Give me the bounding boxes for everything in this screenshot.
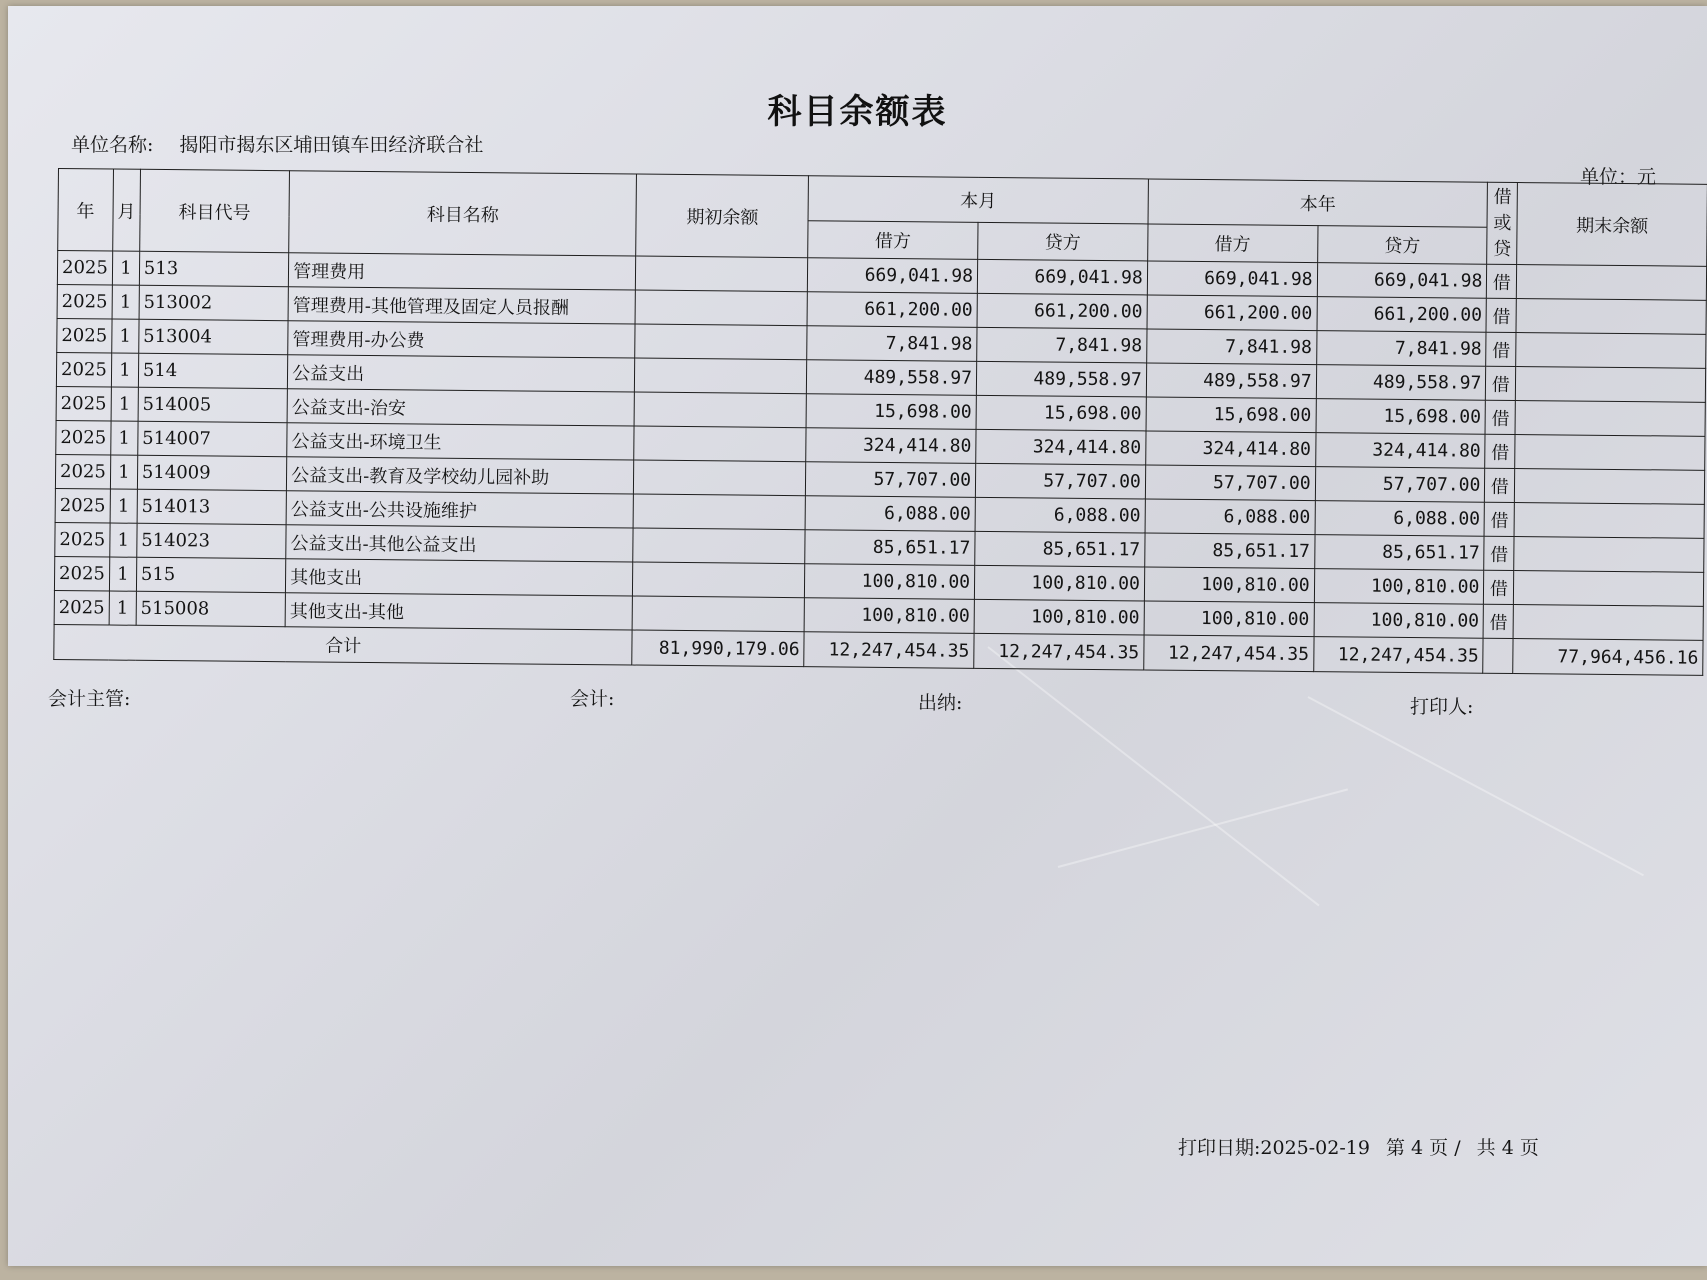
- cell-closing: [1513, 604, 1703, 640]
- cell-month: 1: [111, 353, 138, 387]
- cell-year-debit: 85,651.17: [1145, 533, 1315, 569]
- cell-dc: 借: [1485, 434, 1515, 468]
- cell-dc: 借: [1485, 400, 1515, 434]
- cell-name: 管理费用: [288, 253, 636, 290]
- cell-dc: 借: [1486, 366, 1516, 400]
- cell-name: 其他支出-其他: [285, 593, 633, 630]
- balance-table: [53, 168, 1707, 676]
- cell-month-debit: 661,200.00: [807, 292, 977, 328]
- cell-dc: 借: [1485, 468, 1515, 502]
- cell-year-credit: 100,810.00: [1314, 603, 1484, 639]
- total-month-credit: 12,247,454.35: [974, 633, 1144, 670]
- cell-closing: [1516, 299, 1706, 335]
- cell-name: 管理费用-其他管理及固定人员报酬: [288, 287, 636, 324]
- cell-month-debit: 489,558.97: [807, 360, 977, 396]
- header-dc-line1: 借: [1493, 186, 1512, 208]
- cell-month-credit: 15,698.00: [976, 395, 1146, 431]
- cell-month-debit: 6,088.00: [805, 496, 975, 532]
- cell-year-debit: 489,558.97: [1146, 363, 1316, 399]
- total-year-credit: 12,247,454.35: [1313, 637, 1483, 674]
- cell-closing: [1515, 468, 1705, 504]
- total-year-debit: 12,247,454.35: [1144, 635, 1314, 672]
- unit-name-value: 揭阳市揭东区埔田镇车田经济联合社: [179, 134, 484, 156]
- cell-year-credit: 100,810.00: [1314, 569, 1484, 605]
- cell-dc: 借: [1484, 502, 1514, 536]
- cell-year-credit: 57,707.00: [1315, 467, 1485, 503]
- cell-name: 管理费用-办公费: [288, 321, 636, 358]
- cell-closing: [1516, 333, 1706, 369]
- page-title: 科目余额表: [767, 92, 948, 132]
- total-label: 合计: [54, 624, 633, 665]
- total-pages: 共 4 页: [1476, 1137, 1539, 1159]
- cell-opening: [633, 596, 805, 632]
- cell-month: 1: [112, 319, 139, 353]
- cell-year-debit: 6,088.00: [1145, 499, 1315, 535]
- cell-code: 513004: [139, 319, 289, 354]
- cell-name: 公益支出-治安: [287, 389, 635, 426]
- cell-opening: [635, 324, 807, 360]
- cell-year: 2025: [56, 352, 111, 387]
- print-date: 打印日期:2025-02-19: [1178, 1137, 1370, 1159]
- cell-year-debit: 15,698.00: [1146, 397, 1316, 433]
- cell-name: 公益支出-公共设施维护: [286, 491, 634, 528]
- cell-code: 514013: [137, 489, 287, 524]
- cell-code: 514: [138, 353, 288, 388]
- cell-year: 2025: [57, 251, 112, 286]
- header-dc-line2: 或: [1493, 212, 1512, 234]
- header-this-month: 本月: [808, 176, 1148, 224]
- cell-name: 其他支出: [286, 559, 634, 596]
- cell-dc: 借: [1484, 570, 1514, 604]
- supervisor-label: 会计主管:: [48, 688, 131, 710]
- cell-month: 1: [111, 387, 138, 421]
- header-this-year: 本年: [1148, 179, 1488, 227]
- cell-month-debit: 85,651.17: [805, 530, 975, 566]
- cell-code: 513002: [139, 285, 289, 320]
- cell-year: 2025: [54, 590, 109, 625]
- header-month-credit: 贷方: [978, 222, 1148, 261]
- cell-opening: [633, 528, 805, 564]
- header-month: 月: [113, 169, 141, 251]
- total-month-debit: 12,247,454.35: [804, 632, 974, 669]
- cell-month: 1: [109, 557, 136, 591]
- cell-year-credit: 324,414.80: [1315, 433, 1485, 469]
- cell-month-debit: 669,041.98: [808, 258, 978, 294]
- cell-closing: [1514, 502, 1704, 538]
- cell-month-debit: 324,414.80: [806, 428, 976, 464]
- paper-sheet: [8, 6, 1707, 1266]
- cell-year-debit: 669,041.98: [1147, 261, 1317, 297]
- cell-year: 2025: [55, 488, 110, 523]
- cell-year-debit: 57,707.00: [1145, 465, 1315, 501]
- cell-name: 公益支出-其他公益支出: [286, 525, 634, 562]
- cell-month: 1: [112, 285, 139, 319]
- cell-month-credit: 100,810.00: [974, 599, 1144, 635]
- cell-code: 515: [136, 557, 286, 592]
- cell-year-credit: 85,651.17: [1314, 535, 1484, 571]
- cell-month: 1: [111, 421, 138, 455]
- cell-month-credit: 489,558.97: [976, 361, 1146, 397]
- cell-dc: 借: [1483, 604, 1513, 638]
- cell-name: 公益支出-环境卫生: [287, 423, 635, 460]
- cell-opening: [634, 426, 806, 462]
- cell-month: 1: [110, 489, 137, 523]
- cell-year-credit: 15,698.00: [1316, 399, 1486, 435]
- cell-year: 2025: [57, 284, 112, 319]
- cell-code: 514023: [137, 523, 287, 558]
- cell-month: 1: [110, 455, 137, 489]
- cell-code: 514005: [138, 387, 288, 422]
- header-year-credit: 贷方: [1317, 226, 1487, 265]
- header-year-debit: 借方: [1147, 224, 1317, 263]
- cell-month: 1: [109, 591, 136, 625]
- table-header: [58, 169, 1707, 267]
- cell-opening: [635, 290, 807, 326]
- header-opening: 期初余额: [636, 174, 809, 258]
- cell-year: 2025: [57, 318, 112, 353]
- cell-month-credit: 661,200.00: [977, 293, 1147, 329]
- header-code: 科目代号: [140, 169, 290, 252]
- cell-opening: [635, 392, 807, 428]
- cell-dc: 借: [1484, 536, 1514, 570]
- currency-unit: 单位：元: [1580, 166, 1657, 188]
- cell-month-debit: 15,698.00: [806, 394, 976, 430]
- cell-month-credit: 57,707.00: [975, 463, 1145, 499]
- cell-name: 公益支出: [288, 355, 636, 392]
- cell-year: 2025: [54, 556, 109, 591]
- printer-label: 打印人:: [1410, 696, 1474, 718]
- cell-opening: [634, 494, 806, 530]
- cell-code: 513: [139, 251, 289, 286]
- cell-code: 515008: [136, 591, 286, 626]
- cell-dc: 借: [1487, 264, 1517, 298]
- cell-opening: [636, 256, 808, 292]
- total-closing: 77,964,456.16: [1513, 638, 1703, 675]
- unit-name-label: 单位名称:: [71, 134, 154, 156]
- unit-name: [71, 130, 509, 157]
- cell-month-credit: 6,088.00: [975, 497, 1145, 533]
- page-footer: [1178, 1133, 1549, 1160]
- cell-month-debit: 57,707.00: [806, 462, 976, 498]
- cell-closing: [1514, 536, 1704, 572]
- cell-year-credit: 6,088.00: [1315, 501, 1485, 537]
- cashier-label: 出纳:: [918, 692, 963, 714]
- total-dc: [1483, 638, 1513, 673]
- cell-month-credit: 324,414.80: [976, 429, 1146, 465]
- cell-year: 2025: [56, 386, 111, 421]
- cell-year-credit: 489,558.97: [1316, 365, 1486, 401]
- cell-closing: [1514, 570, 1704, 606]
- cell-opening: [633, 562, 805, 598]
- cell-month-debit: 100,810.00: [805, 564, 975, 600]
- cell-closing: [1515, 435, 1705, 471]
- total-opening: 81,990,179.06: [632, 630, 804, 667]
- cell-year-debit: 661,200.00: [1147, 295, 1317, 331]
- accountant-label: 会计:: [570, 688, 615, 710]
- cell-dc: 借: [1486, 298, 1516, 332]
- cell-name: 公益支出-教育及学校幼儿园补助: [287, 457, 635, 494]
- cell-opening: [635, 358, 807, 394]
- header-closing: 期末余额: [1517, 183, 1707, 267]
- page-number: 第 4 页 /: [1386, 1137, 1461, 1159]
- cell-month-credit: 100,810.00: [974, 565, 1144, 601]
- cell-year: 2025: [55, 522, 110, 557]
- cell-year-debit: 100,810.00: [1144, 601, 1314, 637]
- cell-month: 1: [112, 251, 139, 285]
- cell-year-debit: 100,810.00: [1144, 567, 1314, 603]
- cell-month-credit: 669,041.98: [977, 259, 1147, 295]
- cell-year: 2025: [55, 454, 110, 489]
- cell-closing: [1515, 401, 1705, 437]
- cell-month-credit: 85,651.17: [975, 531, 1145, 567]
- cell-dc: 借: [1486, 332, 1516, 366]
- cell-year-debit: 7,841.98: [1146, 329, 1316, 365]
- cell-month: 1: [110, 523, 137, 557]
- cell-closing: [1516, 367, 1706, 403]
- header-year: 年: [58, 169, 114, 252]
- header-name: 科目名称: [289, 171, 637, 256]
- table-body: [54, 251, 1707, 676]
- cell-code: 514007: [138, 421, 288, 456]
- cell-year-credit: 7,841.98: [1316, 331, 1486, 367]
- cell-closing: [1517, 265, 1707, 301]
- cell-month-debit: 7,841.98: [807, 326, 977, 362]
- cell-code: 514009: [137, 455, 287, 490]
- cell-opening: [634, 460, 806, 496]
- header-debit-or-credit: [1487, 182, 1518, 264]
- cell-year: 2025: [56, 420, 111, 455]
- cell-month-credit: 7,841.98: [977, 327, 1147, 363]
- cell-month-debit: 100,810.00: [804, 598, 974, 634]
- header-month-debit: 借方: [808, 221, 978, 260]
- cell-year-credit: 669,041.98: [1317, 263, 1487, 299]
- cell-year-debit: 324,414.80: [1145, 431, 1315, 467]
- cell-year-credit: 661,200.00: [1317, 297, 1487, 333]
- header-dc-line3: 贷: [1493, 238, 1512, 260]
